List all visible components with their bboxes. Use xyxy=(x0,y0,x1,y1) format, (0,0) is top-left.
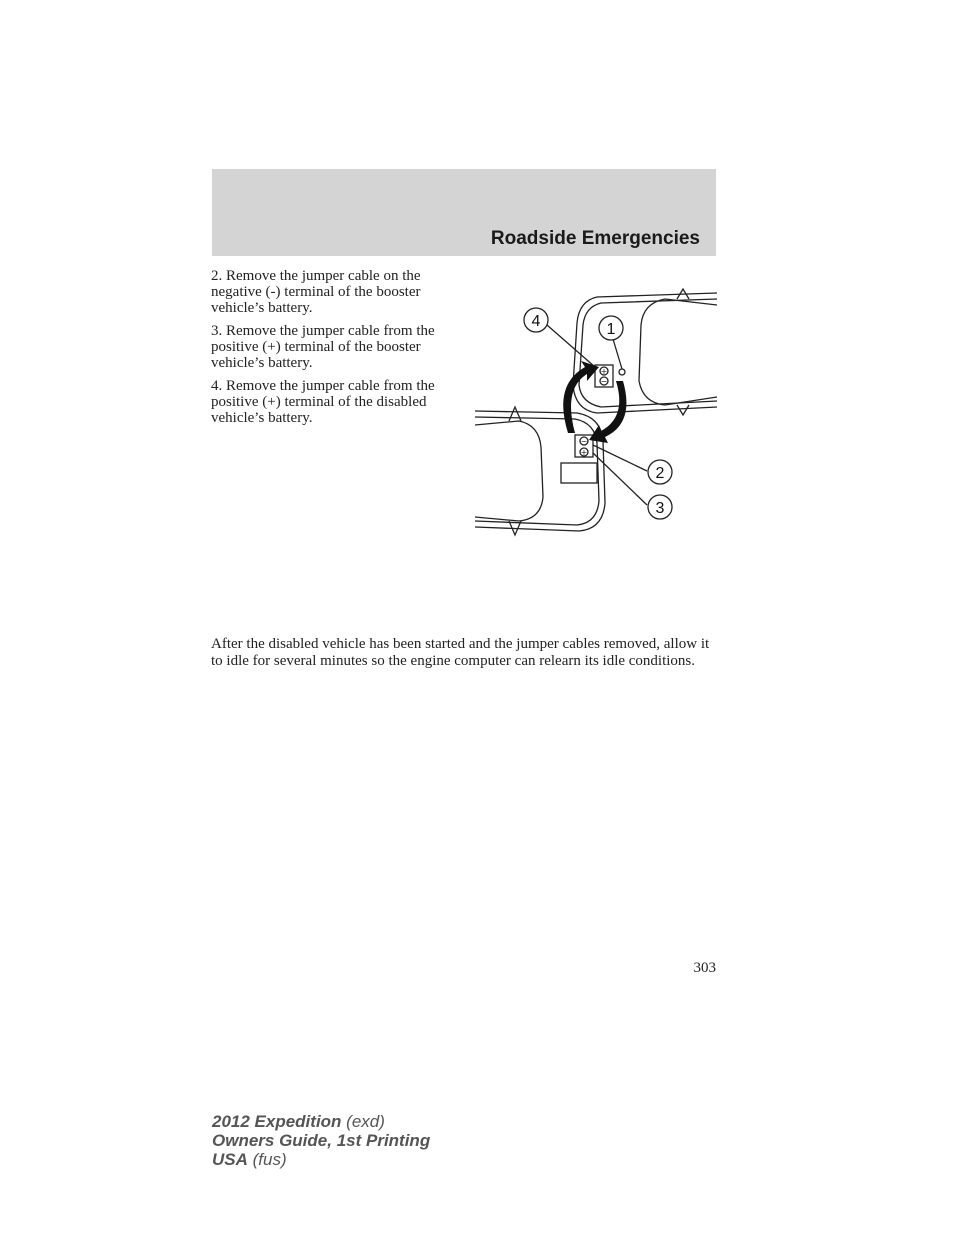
page-number: 303 xyxy=(693,960,716,976)
callout-2: 2 xyxy=(655,465,665,482)
instruction-steps xyxy=(211,268,463,433)
footer-line-2: Owners Guide, 1st Printing xyxy=(212,1131,431,1150)
leader-3 xyxy=(593,453,647,505)
booster-vehicle-inner xyxy=(579,299,717,407)
disabled-plus-sign: + xyxy=(580,448,588,457)
step-2: 2. Remove the jumper cable on the negative (-) terminal of the booster vehicle’s battery. xyxy=(211,268,421,316)
callout-3: 3 xyxy=(655,500,665,517)
vehicles-illustration xyxy=(475,285,717,537)
leader-2 xyxy=(593,445,647,471)
booster-ground-point xyxy=(619,369,625,375)
jumper-cable-diagram xyxy=(475,285,717,537)
header-band xyxy=(212,169,716,256)
booster-minus-sign: − xyxy=(600,377,608,386)
disabled-grille xyxy=(561,463,597,483)
step-4: 4. Remove the jumper cable from the positive (+) terminal of the disabled vehicle’s battery. xyxy=(211,378,435,426)
callout-4: 4 xyxy=(531,313,541,330)
footer-line-1: 2012 Expedition (exd) xyxy=(212,1112,385,1131)
section-title: Roadside Emergencies xyxy=(490,228,700,249)
body-paragraph: After the disabled vehicle has been started and the jumper cables removed, allow it to idle for several minutes so the engine computer can relearn its idle conditions. xyxy=(211,636,710,669)
step-3: 3. Remove the jumper cable from the positive (+) terminal of the booster vehicle’s battery. xyxy=(211,323,435,371)
booster-plus-sign: + xyxy=(600,367,608,376)
booster-windshield xyxy=(639,299,717,405)
disabled-minus-sign: − xyxy=(580,437,588,446)
callout-1: 1 xyxy=(606,321,616,338)
disabled-vehicle-outline xyxy=(475,411,605,531)
arrow-up-icon xyxy=(563,361,599,433)
disabled-windshield xyxy=(475,421,543,521)
footer xyxy=(212,1112,430,1169)
disabled-mirror-top xyxy=(509,407,521,421)
leader-4 xyxy=(547,325,595,367)
booster-mirror-bottom xyxy=(677,405,689,415)
footer-line-3: USA (fus) xyxy=(212,1150,287,1169)
leader-1 xyxy=(613,339,622,369)
